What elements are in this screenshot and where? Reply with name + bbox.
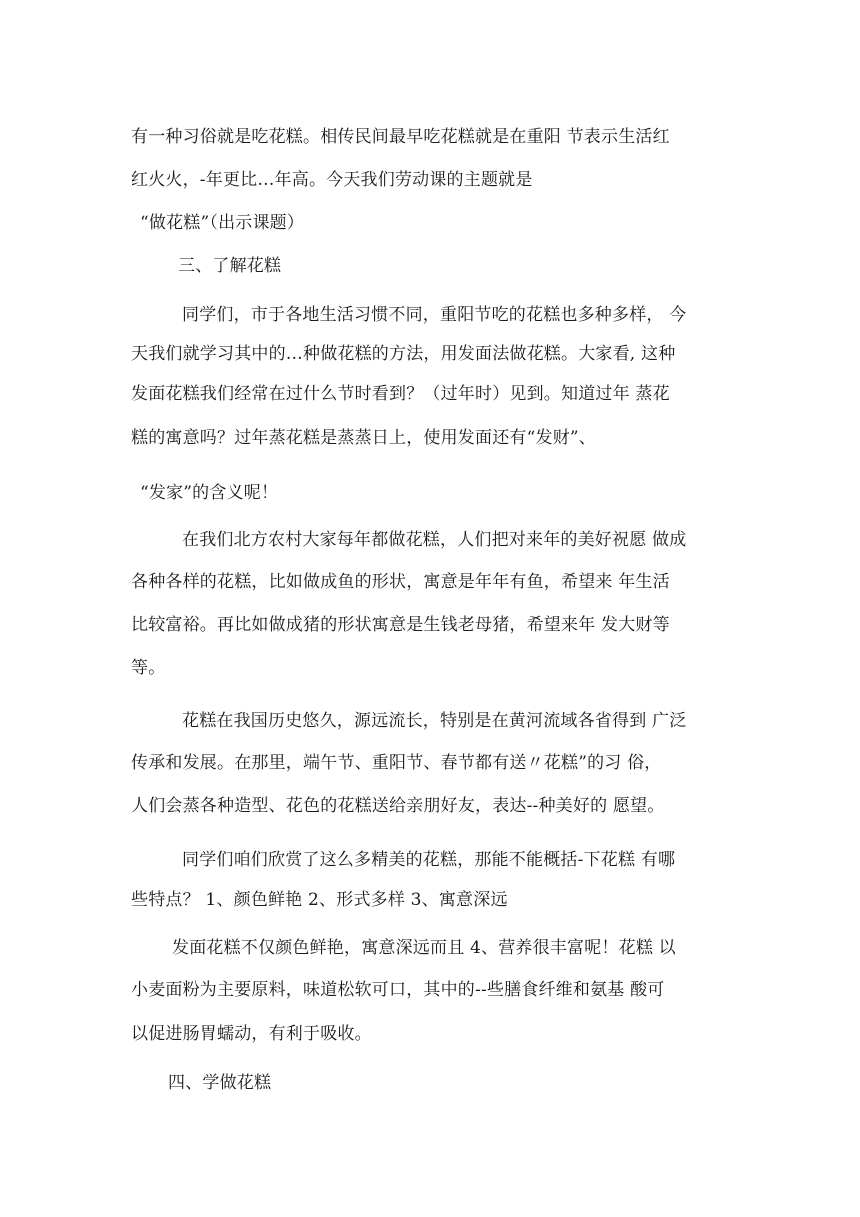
section-heading: 三、了解花糕 bbox=[178, 256, 282, 276]
text-line: “做花糕”（出示课题） bbox=[140, 213, 305, 233]
text-line: 小麦面粉为主要原料，味道松软可口，其中的--些膳食纤维和氨基 酸可 bbox=[131, 980, 665, 1000]
text-line: 些特点？ 1、颜色鲜艳 2、形式多样 3、寓意深远 bbox=[131, 890, 508, 910]
text-line: 花糕在我国历史悠久，源远流长，特别是在黄河流域各省得到 广泛 bbox=[182, 711, 687, 731]
text-line: 传承和发展。在那里，端午节、重阳节、春节都有送〃花糕”的习 俗， bbox=[131, 753, 662, 773]
text-line: 在我们北方农村大家每年都做花糕，人们把对来年的美好祝愿 做成 bbox=[182, 530, 687, 550]
text-line: 等。 bbox=[131, 658, 166, 678]
text-line: 人们会蒸各种造型、花色的花糕送给亲朋好友，表达--种美好的 愿望。 bbox=[131, 796, 665, 816]
text-line: 发面花糕我们经常在过什么节时看到？（过年时）见到。知道过年 蒸花 bbox=[131, 384, 670, 404]
text-line: 同学们咱们欣赏了这么多精美的花糕，那能不能概括-下花糕 有哪 bbox=[182, 850, 676, 870]
text-line: 糕的寓意吗？过年蒸花糕是蒸蒸日上，使用发面还有“发财”、 bbox=[131, 428, 596, 448]
text-line: 发面花糕不仅颜色鲜艳，寓意深远而且 4、营养很丰富呢！花糕 以 bbox=[172, 938, 676, 958]
text-line: 天我们就学习其中的…种做花糕的方法，用发面法做花糕。大家看, 这种 bbox=[131, 344, 676, 364]
text-line: “发家”的含义呢！ bbox=[140, 483, 279, 503]
section-heading: 四、学做花糕 bbox=[168, 1073, 272, 1093]
text-line: 有一种习俗就是吃花糕。相传民间最早吃花糕就是在重阳 节表示生活红 bbox=[131, 127, 670, 147]
text-line: 红火火，-年更比…年高。今天我们劳动课的主题就是 bbox=[131, 170, 533, 190]
text-line: 比较富裕。再比如做成猪的形状寓意是生钱老母猪，希望来年 发大财等 bbox=[131, 615, 670, 635]
text-line: 各种各样的花糕，比如做成鱼的形状，寓意是年年有鱼，希望来 年生活 bbox=[131, 572, 670, 592]
text-line: 同学们，市于各地生活习惯不同，重阳节吃的花糕也多种多样， 今 bbox=[182, 305, 687, 325]
text-line: 以促进肠胃蠕动，有利于吸收。 bbox=[131, 1024, 372, 1044]
